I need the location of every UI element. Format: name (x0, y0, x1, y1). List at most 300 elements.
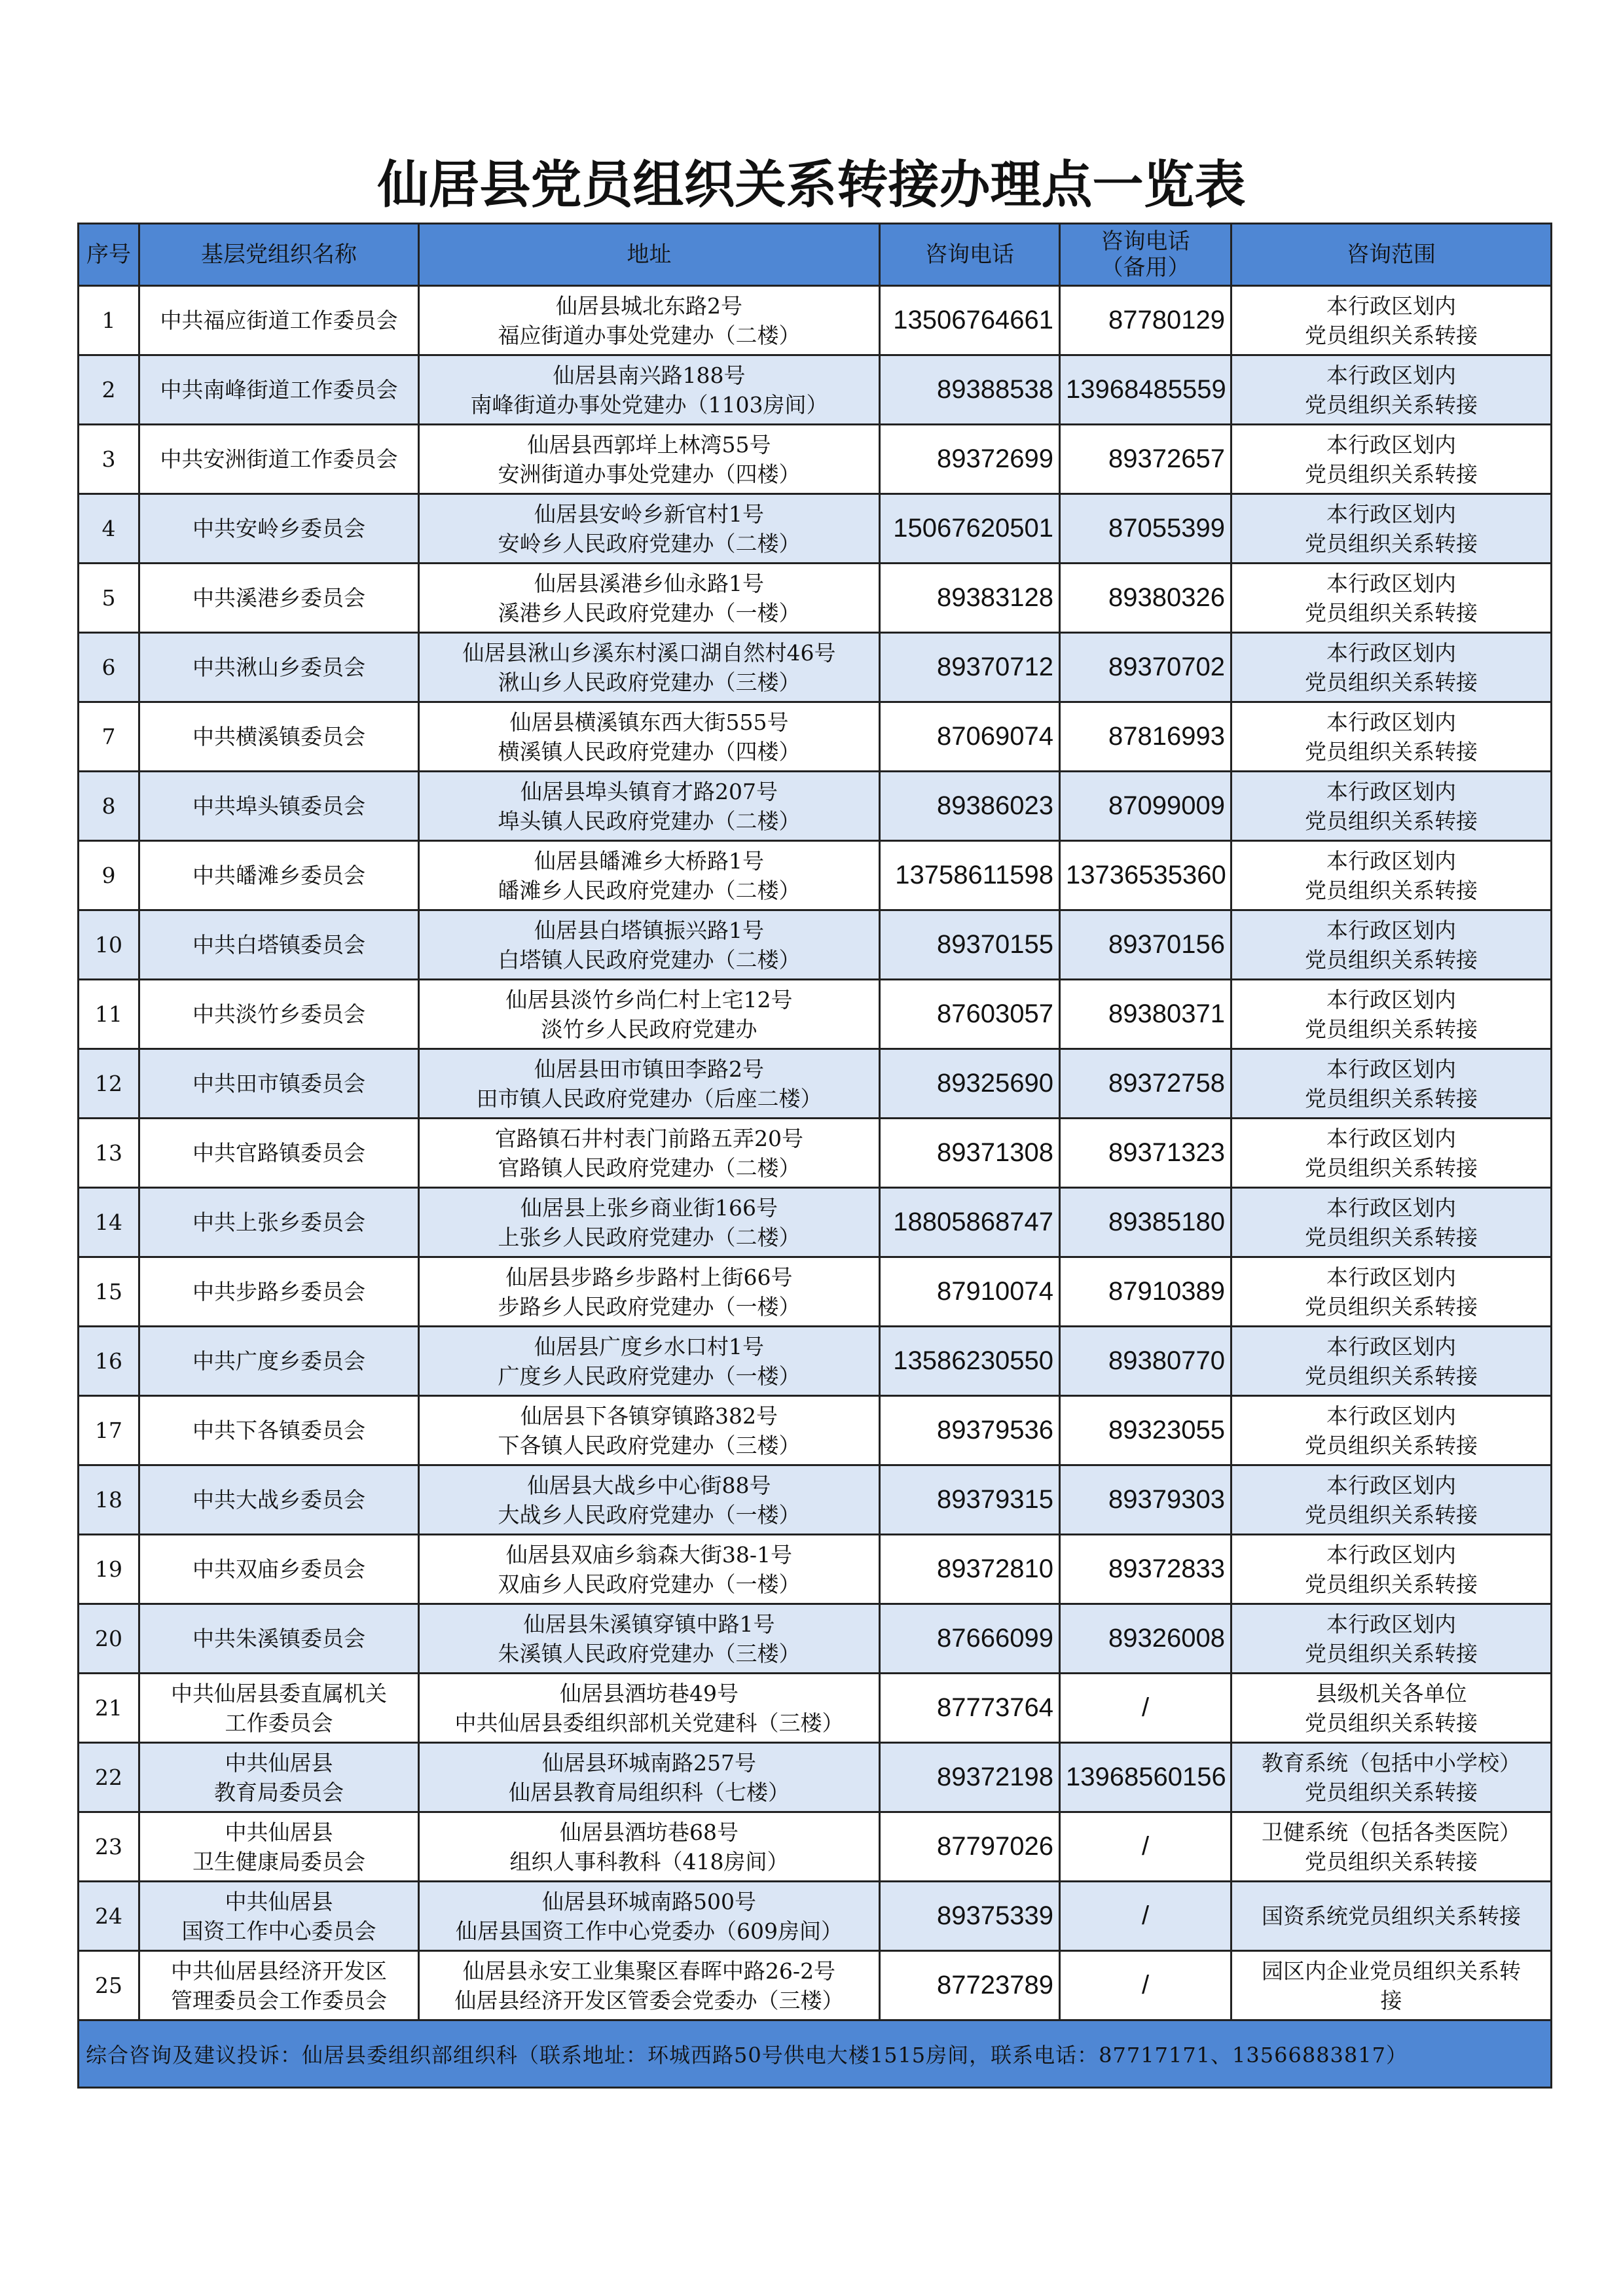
phone-backup: 89372833 (1060, 1535, 1231, 1604)
scope (1231, 1535, 1552, 1604)
phone-backup: 87910389 (1060, 1257, 1231, 1327)
org-name-line: 中共南峰街道工作委员会 (160, 377, 398, 403)
scope-line: 党员组织关系转接 (1305, 461, 1478, 487)
scope-line: 党员组织关系转接 (1305, 1779, 1478, 1805)
address (419, 1882, 880, 1951)
address (419, 633, 880, 702)
table-row (79, 1257, 1552, 1327)
row-index: 15 (79, 1257, 139, 1327)
address-line: 横溪镇人民政府党建办（四楼） (498, 738, 801, 764)
org-name (139, 1257, 419, 1327)
org-name-line: 中共田市镇委员会 (192, 1071, 365, 1096)
scope-line: 党员组织关系转接 (1305, 1640, 1478, 1666)
address-line: 皤滩乡人民政府党建办（二楼） (498, 877, 801, 903)
scope-line: 党员组织关系转接 (1305, 1432, 1478, 1458)
address (419, 1396, 880, 1465)
footer-note: 综合咨询及建议投诉：仙居县委组织部组织科（联系地址：环城西路50号供电大楼1515房间，联系电话：87717171、13566883817） (79, 2020, 1552, 2088)
scope-line: 党员组织关系转接 (1305, 669, 1478, 695)
address-line: 仙居县城北东路2号 (556, 293, 742, 319)
phone: 89370712 (880, 633, 1060, 702)
phone: 89383128 (880, 564, 1060, 633)
phone-backup: 89370702 (1060, 633, 1231, 702)
scope-line: 本行政区划内 (1326, 570, 1456, 596)
phone: 89372699 (880, 425, 1060, 494)
phone: 89379315 (880, 1465, 1060, 1535)
scope (1231, 1188, 1552, 1257)
address-line: 下各镇人民政府党建办（三楼） (498, 1432, 801, 1458)
page-title: 仙居县党员组织关系转接办理点一览表 (377, 155, 1246, 215)
org-name-line: 中共皤滩乡委员会 (192, 863, 365, 888)
table-row (79, 910, 1552, 980)
scope-line: 党员组织关系转接 (1305, 1016, 1478, 1042)
address-line: 官路镇人民政府党建办（二楼） (498, 1155, 801, 1181)
scope-line: 本行政区划内 (1326, 1056, 1456, 1082)
scope-line: 本行政区划内 (1326, 1611, 1456, 1637)
org-name (139, 1535, 419, 1604)
phone: 89370155 (880, 910, 1060, 980)
address-line: 仙居县溪港乡仙永路1号 (534, 570, 764, 596)
scope-line: 本行政区划内 (1326, 778, 1456, 804)
scope (1231, 980, 1552, 1049)
scope-line: 教育系统（包括中小学校） (1262, 1749, 1521, 1776)
table-row (79, 355, 1552, 425)
phone: 89325690 (880, 1049, 1060, 1119)
address (419, 286, 880, 355)
address-line: 仙居县湫山乡溪东村溪口湖自然村46号 (462, 639, 836, 666)
table-row (79, 425, 1552, 494)
scope-line: 本行政区划内 (1326, 639, 1456, 666)
address (419, 772, 880, 841)
address-line: 仙居县国资工作中心党委办（609房间） (456, 1918, 843, 1944)
org-name-line: 国资工作中心委员会 (181, 1918, 376, 1944)
scope-line: 党员组织关系转接 (1305, 530, 1478, 556)
scope-line: 党员组织关系转接 (1305, 877, 1478, 903)
address (419, 1327, 880, 1396)
scope-line: 县级机关各单位 (1315, 1680, 1467, 1706)
org-name-line: 中共上张乡委员会 (192, 1210, 365, 1235)
scope-line: 本行政区划内 (1326, 1333, 1456, 1359)
address-line: 仙居县广度乡水口村1号 (534, 1333, 764, 1359)
phone-backup: 89371323 (1060, 1119, 1231, 1188)
scope (1231, 1327, 1552, 1396)
address-line: 大战乡人民政府党建办（一楼） (498, 1501, 801, 1528)
phone-backup: 89380770 (1060, 1327, 1231, 1396)
org-name-line: 中共溪港乡委员会 (192, 585, 365, 611)
phone-backup: 13736535360 (1060, 841, 1231, 910)
row-index: 21 (79, 1674, 139, 1743)
org-name-line: 中共白塔镇委员会 (192, 932, 365, 958)
scope-line: 党员组织关系转接 (1305, 808, 1478, 834)
address-line: 仙居县安岭乡新官村1号 (534, 501, 764, 527)
address-line: 仙居县大战乡中心街88号 (527, 1472, 771, 1498)
phone-backup: 13968485559 (1060, 355, 1231, 425)
org-name-line: 中共仙居县委直属机关 (171, 1680, 387, 1706)
scope-line: 党员组织关系转接 (1305, 1363, 1478, 1389)
phone-backup: 89323055 (1060, 1396, 1231, 1465)
header-scope: 咨询范围 (1231, 224, 1552, 286)
org-name-line: 中共湫山乡委员会 (192, 655, 365, 680)
address-line: 南峰街道办事处党建办（1103房间） (470, 391, 828, 418)
scope-line: 党员组织关系转接 (1305, 391, 1478, 418)
phone: 89372810 (880, 1535, 1060, 1604)
table-row (79, 980, 1552, 1049)
org-name-line: 中共大战乡委员会 (192, 1487, 365, 1513)
scope (1231, 702, 1552, 772)
scope (1231, 1951, 1552, 2020)
scope-line: 园区内企业党员组织关系转 (1262, 1958, 1521, 1984)
row-index: 24 (79, 1882, 139, 1951)
scope (1231, 1604, 1552, 1674)
scope-line: 党员组织关系转接 (1305, 1224, 1478, 1250)
org-name (139, 1882, 419, 1951)
phone-backup: / (1060, 1812, 1231, 1882)
row-index: 25 (79, 1951, 139, 2020)
scope-line: 本行政区划内 (1326, 917, 1456, 943)
table-row (79, 841, 1552, 910)
table-row (79, 1535, 1552, 1604)
scope (1231, 494, 1552, 564)
org-name (139, 1674, 419, 1743)
address-line: 仙居县永安工业集聚区春晖中路26-2号 (462, 1958, 836, 1984)
address-line: 仙居县经济开发区管委会党委办（三楼） (454, 1987, 844, 2013)
address-line: 仙居县酒坊巷49号 (560, 1680, 739, 1706)
address (419, 702, 880, 772)
address-line: 仙居县上张乡商业街166号 (520, 1194, 778, 1221)
address-line: 福应街道办事处党建办（二楼） (498, 322, 801, 348)
phone-backup: 89370156 (1060, 910, 1231, 980)
phone: 15067620501 (880, 494, 1060, 564)
phone: 87910074 (880, 1257, 1060, 1327)
phone: 13758611598 (880, 841, 1060, 910)
scope-line: 本行政区划内 (1326, 501, 1456, 527)
address-line: 步路乡人民政府党建办（一楼） (498, 1293, 801, 1319)
header-index: 序号 (79, 224, 139, 286)
address (419, 1465, 880, 1535)
scope (1231, 1812, 1552, 1882)
row-index: 11 (79, 980, 139, 1049)
phone-backup: / (1060, 1882, 1231, 1951)
phone-backup: 89379303 (1060, 1465, 1231, 1535)
phone-backup: 87099009 (1060, 772, 1231, 841)
org-name-line: 中共仙居县 (225, 1749, 333, 1776)
org-name (139, 286, 419, 355)
phone-backup: / (1060, 1674, 1231, 1743)
scope-line: 党员组织关系转接 (1305, 1501, 1478, 1528)
scope (1231, 1674, 1552, 1743)
address-line: 上张乡人民政府党建办（二楼） (498, 1224, 801, 1250)
row-index: 1 (79, 286, 139, 355)
phone-backup: 87780129 (1060, 286, 1231, 355)
scope (1231, 1119, 1552, 1188)
org-name (139, 1327, 419, 1396)
phone: 87797026 (880, 1812, 1060, 1882)
org-name (139, 564, 419, 633)
org-name (139, 1119, 419, 1188)
org-name (139, 980, 419, 1049)
address-line: 仙居县淡竹乡尚仁村上宅12号 (505, 986, 793, 1013)
scope-line: 本行政区划内 (1326, 986, 1456, 1013)
address (419, 355, 880, 425)
address-line: 仙居县双庙乡翁森大街38-1号 (505, 1541, 793, 1568)
org-name-line: 工作委员会 (225, 1710, 333, 1736)
row-index: 14 (79, 1188, 139, 1257)
header-phone: 咨询电话 (880, 224, 1060, 286)
org-name (139, 910, 419, 980)
address (419, 1535, 880, 1604)
scope-line: 本行政区划内 (1326, 709, 1456, 735)
row-index: 10 (79, 910, 139, 980)
row-index: 7 (79, 702, 139, 772)
scope-line: 本行政区划内 (1326, 1264, 1456, 1290)
row-index: 19 (79, 1535, 139, 1604)
address (419, 425, 880, 494)
org-name-line: 中共双庙乡委员会 (192, 1556, 365, 1582)
org-name-line: 中共安岭乡委员会 (192, 516, 365, 541)
scope (1231, 564, 1552, 633)
address-line: 白塔镇人民政府党建办（二楼） (498, 946, 801, 973)
org-name (139, 841, 419, 910)
scope (1231, 772, 1552, 841)
table-row (79, 1951, 1552, 2020)
address-line: 朱溪镇人民政府党建办（三楼） (498, 1640, 801, 1666)
phone-backup: 87816993 (1060, 702, 1231, 772)
row-index: 12 (79, 1049, 139, 1119)
org-name (139, 1604, 419, 1674)
row-index: 18 (79, 1465, 139, 1535)
phone: 13506764661 (880, 286, 1060, 355)
org-name (139, 702, 419, 772)
address (419, 564, 880, 633)
scope (1231, 1049, 1552, 1119)
address-line: 仙居县田市镇田李路2号 (534, 1056, 764, 1082)
address (419, 494, 880, 564)
address (419, 1188, 880, 1257)
phone: 89375339 (880, 1882, 1060, 1951)
org-name-line: 中共仙居县 (225, 1819, 333, 1845)
phone-backup: 89380371 (1060, 980, 1231, 1049)
table-body (79, 286, 1552, 2020)
org-name (139, 425, 419, 494)
table-row (79, 1396, 1552, 1465)
address-line: 淡竹乡人民政府党建办 (541, 1016, 757, 1042)
org-name-line: 中共福应街道工作委员会 (160, 308, 398, 333)
org-name (139, 633, 419, 702)
phone: 87773764 (880, 1674, 1060, 1743)
table-row (79, 633, 1552, 702)
scope-line: 本行政区划内 (1326, 362, 1456, 388)
scope (1231, 1743, 1552, 1812)
phone-backup: / (1060, 1951, 1231, 2020)
table-header-row (79, 224, 1552, 286)
table-row (79, 564, 1552, 633)
phone: 89386023 (880, 772, 1060, 841)
table-row (79, 1674, 1552, 1743)
phone-backup: 89380326 (1060, 564, 1231, 633)
row-index: 17 (79, 1396, 139, 1465)
scope-line: 本行政区划内 (1326, 1403, 1456, 1429)
row-index: 9 (79, 841, 139, 910)
address (419, 1257, 880, 1327)
row-index: 4 (79, 494, 139, 564)
address-line: 双庙乡人民政府党建办（一楼） (498, 1571, 801, 1597)
scope-line: 本行政区划内 (1326, 1541, 1456, 1568)
scope-line: 本行政区划内 (1326, 848, 1456, 874)
scope (1231, 1465, 1552, 1535)
row-index: 2 (79, 355, 139, 425)
address-line: 仙居县皤滩乡大桥路1号 (534, 848, 764, 874)
phone-backup: 89385180 (1060, 1188, 1231, 1257)
scope (1231, 355, 1552, 425)
scope-line: 党员组织关系转接 (1305, 600, 1478, 626)
org-name-line: 中共仙居县 (225, 1888, 333, 1914)
address-line: 安洲街道办事处党建办（四楼） (498, 461, 801, 487)
address (419, 1119, 880, 1188)
scope-line: 党员组织关系转接 (1305, 946, 1478, 973)
scope-line: 党员组织关系转接 (1305, 322, 1478, 348)
org-name-line: 中共横溪镇委员会 (192, 724, 365, 749)
address-line: 仙居县酒坊巷68号 (560, 1819, 739, 1845)
address (419, 910, 880, 980)
phone-backup: 89372657 (1060, 425, 1231, 494)
address-line: 仙居县西郭垟上林湾55号 (527, 431, 771, 457)
scope-line: 本行政区划内 (1326, 1472, 1456, 1498)
scope-line: 党员组织关系转接 (1305, 738, 1478, 764)
scope-line: 党员组织关系转接 (1305, 1571, 1478, 1597)
phone-backup: 89326008 (1060, 1604, 1231, 1674)
scope-line: 接 (1380, 1987, 1402, 2013)
address-line: 仙居县教育局组织科（七楼） (509, 1779, 790, 1805)
org-name (139, 1049, 419, 1119)
scope-line: 本行政区划内 (1326, 293, 1456, 319)
contact-table (77, 223, 1552, 2089)
table-row (79, 494, 1552, 564)
phone: 87603057 (880, 980, 1060, 1049)
address-line: 仙居县白塔镇振兴路1号 (534, 917, 764, 943)
table-row (79, 1812, 1552, 1882)
org-name-line: 中共下各镇委员会 (192, 1418, 365, 1443)
table-row (79, 1119, 1552, 1188)
address (419, 980, 880, 1049)
address-line: 仙居县步路乡步路村上街66号 (505, 1264, 793, 1290)
scope (1231, 633, 1552, 702)
org-name (139, 1188, 419, 1257)
phone: 89372198 (880, 1743, 1060, 1812)
address-line: 安岭乡人民政府党建办（二楼） (498, 530, 801, 556)
table-row (79, 1882, 1552, 1951)
org-name-line: 卫生健康局委员会 (192, 1848, 365, 1874)
address-line: 溪港乡人民政府党建办（一楼） (498, 600, 801, 626)
org-name-line: 中共仙居县经济开发区 (171, 1958, 387, 1984)
address-line: 中共仙居县委组织部机关党建科（三楼） (454, 1710, 844, 1736)
phone: 89388538 (880, 355, 1060, 425)
address (419, 1812, 880, 1882)
scope (1231, 1396, 1552, 1465)
row-index: 5 (79, 564, 139, 633)
header-phone-backup (1060, 224, 1231, 286)
org-name (139, 494, 419, 564)
org-name (139, 355, 419, 425)
row-index: 20 (79, 1604, 139, 1674)
address (419, 841, 880, 910)
address-line: 仙居县环城南路500号 (542, 1888, 756, 1914)
phone: 87723789 (880, 1951, 1060, 2020)
org-name-line: 管理委员会工作委员会 (171, 1987, 387, 2013)
scope (1231, 1882, 1552, 1951)
org-name-line: 中共官路镇委员会 (192, 1140, 365, 1166)
phone: 89371308 (880, 1119, 1060, 1188)
table-row (79, 1049, 1552, 1119)
address-line: 仙居县南兴路188号 (553, 362, 746, 388)
scope-line: 卫健系统（包括各类医院） (1262, 1819, 1521, 1845)
row-index: 6 (79, 633, 139, 702)
org-name-line: 教育局委员会 (214, 1779, 344, 1805)
scope-line: 党员组织关系转接 (1305, 1848, 1478, 1874)
org-name (139, 772, 419, 841)
phone: 13586230550 (880, 1327, 1060, 1396)
address-line: 仙居县埠头镇育才路207号 (520, 778, 778, 804)
phone: 87069074 (880, 702, 1060, 772)
scope-line: 本行政区划内 (1326, 431, 1456, 457)
row-index: 22 (79, 1743, 139, 1812)
scope-line: 党员组织关系转接 (1305, 1710, 1478, 1736)
table-row (79, 286, 1552, 355)
org-name-line: 中共淡竹乡委员会 (192, 1001, 365, 1027)
header-phone-backup-line2: （备用） (1101, 255, 1190, 281)
footer-row (79, 2020, 1552, 2088)
address-line: 官路镇石井村表门前路五弄20号 (495, 1125, 803, 1151)
phone-backup: 89372758 (1060, 1049, 1231, 1119)
address-line: 仙居县环城南路257号 (542, 1749, 756, 1776)
row-index: 3 (79, 425, 139, 494)
org-name (139, 1465, 419, 1535)
address-line: 仙居县下各镇穿镇路382号 (520, 1403, 778, 1429)
address (419, 1674, 880, 1743)
phone-backup: 87055399 (1060, 494, 1231, 564)
org-name-line: 中共安洲街道工作委员会 (160, 446, 398, 472)
org-name (139, 1396, 419, 1465)
org-name (139, 1951, 419, 2020)
address-line: 组织人事科教科（418房间） (509, 1848, 789, 1874)
phone: 89379536 (880, 1396, 1060, 1465)
scope (1231, 425, 1552, 494)
scope-line: 党员组织关系转接 (1305, 1155, 1478, 1181)
scope (1231, 910, 1552, 980)
table-row (79, 1465, 1552, 1535)
row-index: 16 (79, 1327, 139, 1396)
header-phone-backup-line1: 咨询电话 (1101, 228, 1190, 255)
table-row (79, 772, 1552, 841)
scope-line: 本行政区划内 (1326, 1125, 1456, 1151)
phone: 18805868747 (880, 1188, 1060, 1257)
address-line: 埠头镇人民政府党建办（二楼） (498, 808, 801, 834)
address-line: 仙居县朱溪镇穿镇中路1号 (523, 1611, 775, 1637)
address-line: 仙居县横溪镇东西大街555号 (509, 709, 789, 735)
table-row (79, 1604, 1552, 1674)
row-index: 23 (79, 1812, 139, 1882)
org-name-line: 中共朱溪镇委员会 (192, 1626, 365, 1651)
table-row (79, 702, 1552, 772)
address-line: 田市镇人民政府党建办（后座二楼） (476, 1085, 822, 1111)
scope (1231, 1257, 1552, 1327)
address (419, 1049, 880, 1119)
header-org: 基层党组织名称 (139, 224, 419, 286)
scope (1231, 286, 1552, 355)
header-address: 地址 (419, 224, 880, 286)
table-row (79, 1743, 1552, 1812)
phone: 87666099 (880, 1604, 1060, 1674)
table-row (79, 1188, 1552, 1257)
org-name-line: 中共广度乡委员会 (192, 1348, 365, 1374)
